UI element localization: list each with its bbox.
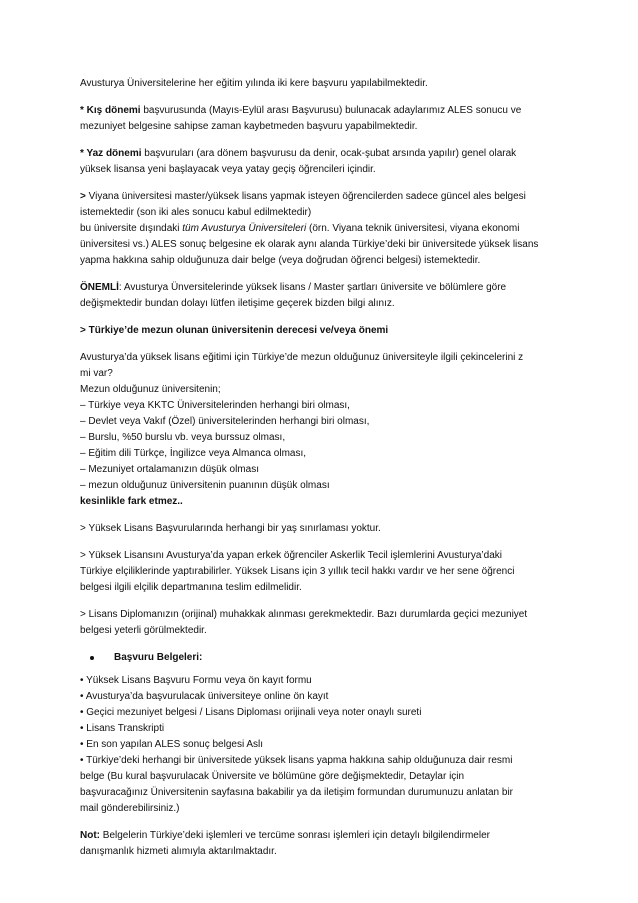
important-text-2: değişmektedir bundan dolayı lütfen iletişime geçerek bizden bilgi alınız. xyxy=(80,298,395,309)
documents-heading xyxy=(80,650,562,666)
military-text-1: > Yüksek Lisansını Avusturya’da yapan erkek öğrenciler Askerlik Tecil işlemlerini Avusturya’daki xyxy=(80,550,502,561)
section-heading-degree xyxy=(80,323,562,339)
vienna-marker: > xyxy=(80,191,86,202)
diploma-text-1: > Lisans Diplomanızın (orijinal) muhakkak alınması gerekmektedir. Bazı durumlarda geçici mezuniyet xyxy=(80,609,528,620)
degree-list-item: – Türkiye veya KKTC Üniversitelerinden herhangi biri olması, xyxy=(80,400,350,411)
degree-list-item: – Burslu, %50 burslu vb. veya burssuz olması, xyxy=(80,432,286,443)
document-item: başvuracağınız Üniversitenin sayfasına bakabilir ya da iletişim formundan durumunuzu anlatan bir xyxy=(80,787,514,798)
degree-list-item: – Mezuniyet ortalamanızın düşük olması xyxy=(80,464,259,475)
diploma-text-2: belgesi yeterli görülmektedir. xyxy=(80,625,207,636)
document-item: mail gönderebilirsiniz.) xyxy=(80,803,180,814)
age-limit-text: > Yüksek Lisans Başvurularında herhangi bir yaş sınırlaması yoktur. xyxy=(80,523,381,534)
summer-term-paragraph xyxy=(80,146,562,178)
documents-list xyxy=(80,673,562,817)
important-label: ÖNEMLİ xyxy=(80,282,119,293)
important-paragraph xyxy=(80,280,562,312)
document-item: • Yüksek Lisans Başvuru Formu veya ön kayıt formu xyxy=(80,675,312,686)
vienna-text-3-italic: tüm Avusturya Üniversiteleri xyxy=(182,223,307,234)
degree-text-1: Avusturya’da yüksek lisans eğitimi için Türkiye’de mezun olduğunuz üniversiteyle ilgili çekincelerini z xyxy=(80,352,524,363)
note-label: Not: xyxy=(80,830,100,841)
intro-paragraph xyxy=(80,76,562,92)
winter-term-label: * Kış dönemi xyxy=(80,105,141,116)
winter-term-text-1: başvurusunda (Mayıs-Eylül arası Başvurusu) bulunacak adaylarımız ALES sonucu ve xyxy=(140,105,522,116)
military-text-3: belgesi ilgili elçilik departmanına teslim edilmelidir. xyxy=(80,582,302,593)
summer-term-text-1: başvuruları (ara dönem başvurusu da denir, ocak-şubat arsında yapılır) genel olarak xyxy=(141,148,517,159)
document-item: • Lisans Transkripti xyxy=(80,723,165,734)
degree-list-item: – Devlet veya Vakıf (Özel) üniversitelerinden herhangi biri olması, xyxy=(80,416,370,427)
vienna-text-2: istemektedir (son iki ales sonucu kabul edilmektedir) xyxy=(80,207,312,218)
diploma-paragraph xyxy=(80,607,562,639)
vienna-text-1: Viyana üniversitesi master/yüksek lisans yapmak isteyen öğrencilerden sadece güncel ales belgesi xyxy=(85,191,526,202)
degree-paragraph xyxy=(80,350,562,510)
vienna-text-3b: (örn. Viyana teknik üniversitesi, viyana ekonomi xyxy=(306,223,520,234)
note-text-1: Belgelerin Türkiye’deki işlemleri ve tercüme sonrası işlemleri için detaylı bilgilendirmeler xyxy=(100,830,490,841)
document-item: • En son yapılan ALES sonuç belgesi Aslı xyxy=(80,739,264,750)
winter-term-text-2: mezuniyet belgesine sahipse zaman kaybetmeden başvuru yapabilmektedir. xyxy=(80,121,418,132)
age-limit-paragraph xyxy=(80,521,562,537)
document-item: belge (Bu kural başvurulacak Üniversite ve bölümüne göre değişmektedir, Detaylar için xyxy=(80,771,465,782)
vienna-text-3a: bu üniversite dışındaki xyxy=(80,223,183,234)
note-paragraph xyxy=(80,828,562,860)
degree-list-item: – Eğitim dili Türkçe, İngilizce veya Almanca olması, xyxy=(80,448,307,459)
degree-heading-text: > Türkiye’de mezun olunan üniversitenin derecesi ve/veya önemi xyxy=(80,325,389,336)
military-text-2: Türkiye elçiliklerinde yaptırabilirler. Yüksek Lisans için 3 yıllık tecil hakkı vardır ve her sene öğrenci xyxy=(80,566,515,577)
intro-text: Avusturya Üniversitelerine her eğitim yılında iki kere başvuru yapılabilmektedir. xyxy=(80,78,428,89)
important-text-1: : Avusturya Ünversitelerinde yüksek lisans / Master şartları üniversite ve bölümlere göre xyxy=(118,282,507,293)
vienna-text-5: yapma hakkına sahip olduğunuza dair belge (veya doğrudan öğrenci belgesi) istemektedir. xyxy=(80,255,481,266)
summer-term-label: * Yaz dönemi xyxy=(80,148,142,159)
documents-heading-text: Başvuru Belgeleri: xyxy=(114,652,203,663)
degree-text-2: mi var? xyxy=(80,368,113,379)
document-item: • Avusturya’da başvurulacak üniversiteye online ön kayıt xyxy=(80,691,329,702)
vienna-text-4: üniversitesi vs.) ALES sonuç belgesine ek olarak aynı alanda Türkiye’deki bir üniversitede yüksek lisans xyxy=(80,239,539,250)
summer-term-text-2: yüksek lisansa yeni başlayacak veya yatay geçiş öğrencileri içindir. xyxy=(80,164,376,175)
degree-text-3: Mezun olduğunuz üniversitenin; xyxy=(80,384,221,395)
vienna-paragraph xyxy=(80,189,562,269)
degree-list-item: – mezun olduğunuz üniversitenin puanının düşük olması xyxy=(80,480,330,491)
document-item: • Geçici mezuniyet belgesi / Lisans Diploması orijinali veya noter onaylı sureti xyxy=(80,707,422,718)
note-text-2: danışmanlık hizmeti alımıyla aktarılmaktadır. xyxy=(80,846,277,857)
degree-conclusion: kesinlikle fark etmez.. xyxy=(80,496,183,507)
winter-term-paragraph xyxy=(80,103,562,135)
bullet-icon xyxy=(90,656,94,660)
military-paragraph xyxy=(80,548,562,596)
document-item: • Türkiye’deki herhangi bir üniversitede yüksek lisans yapma hakkına sahip olduğunuza dair resmi xyxy=(80,755,513,766)
